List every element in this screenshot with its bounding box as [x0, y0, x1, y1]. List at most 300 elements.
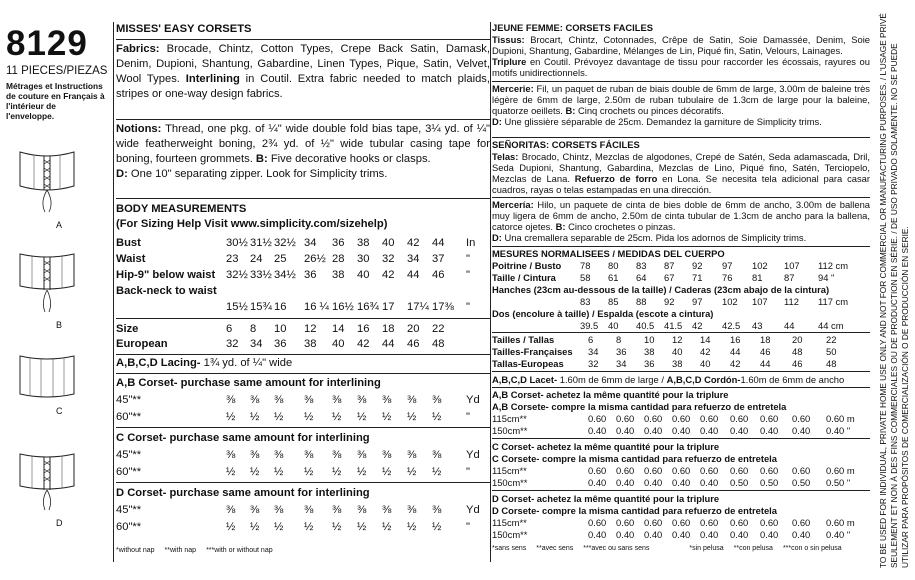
taille-value: 50	[826, 346, 837, 357]
corset-heading: A,B Corset- achetez la même quantité pour la triplure	[492, 389, 729, 400]
metrage-value: 0.60	[760, 413, 779, 424]
size-value: 12	[304, 323, 317, 335]
yardage-value: ½	[304, 466, 314, 478]
metrage-value: 0.60	[730, 413, 749, 424]
tissus-text: Tissus: Brocart, Chintz, Cotonnades, Crêpe de Satin, Soie Damassée, Denim, Soie Dupioni, Shantung, Gabardine, Mélanges de Lin, Piqué fin, Satin, Velours, Lainages. Triplure en Coutil. Prévoyez davantage de tissu pour raccorder les écossais, rayures ou motifs unidirectionnels.	[492, 34, 870, 78]
fabric-width: 45"**	[116, 449, 142, 461]
measurement-row	[116, 252, 490, 268]
unit: Yd	[466, 504, 480, 516]
yardage-row	[116, 410, 490, 427]
metrage-value: 0.60	[672, 413, 691, 424]
taille-value: 40	[672, 346, 683, 357]
yardage-value: ⅜	[332, 394, 342, 406]
yardage-value: ⅜	[382, 394, 392, 406]
taille-value: 40	[700, 358, 711, 369]
size-value: 16	[357, 323, 370, 335]
mesure-row	[492, 296, 870, 308]
metrage-value: 0.40	[792, 425, 811, 436]
metrage-value: 0.40	[700, 425, 719, 436]
size-value: 34	[250, 338, 263, 350]
yardage-value: ⅜	[332, 504, 342, 516]
size-value: 10	[274, 323, 287, 335]
yardage-value: ½	[274, 411, 284, 423]
corset-title	[492, 453, 870, 465]
divider	[492, 438, 870, 439]
metrage-value: 0.60	[588, 413, 607, 424]
taille-value: 38	[644, 346, 655, 357]
size-value: 6	[226, 323, 233, 335]
size-row	[116, 337, 490, 352]
lacet-text: A,B,C,D Lacet- 1.60m de 6mm de large / A,B,C,D Cordón-1.60m de 6mm de ancho	[492, 374, 845, 385]
measure-value: 31½	[250, 237, 272, 249]
merceria-text: Mercería: Hilo, un paquete de cinta de bies doble de 6mm de ancho, 3.00m de ballena muy ligera de 6mm de ancho, 2.50m de cinta tubular de 1.3cm de ancho para la ballena, catorce ojetes. B: Cinco crochetes o pinzas. D: Una cremallera separable de 25cm. Pida los adornos de Simplicity trims.	[492, 199, 870, 243]
metrage-value: 0.50	[792, 477, 811, 488]
taille-value: 12	[672, 334, 683, 345]
fabric-width: 150cm**	[492, 529, 528, 540]
fabric-width: 115cm**	[492, 413, 527, 424]
taille-value: 34	[588, 346, 599, 357]
metrage-value: 0.60	[730, 517, 749, 528]
size-value: 38	[304, 338, 317, 350]
measure-value: 38	[357, 237, 370, 249]
divider	[492, 81, 870, 82]
mesure-value: 87	[664, 260, 675, 271]
metrage-row	[492, 529, 870, 541]
taille-value: 22	[826, 334, 837, 345]
legend-item: *without nap	[116, 547, 155, 554]
yardage-value: ½	[382, 411, 392, 423]
view-label: B	[56, 320, 63, 330]
divider	[116, 482, 490, 483]
measure-value: 16	[274, 301, 287, 313]
notions-text: Notions: Thread, one pkg. of ¼" wide double fold bias tape, 3¼ yd. of ¼" wide featherweight boning, 2¾ yd. of ½" wide tubular casing tape for boning, fourteen grommets. B: Five decorative hooks or clasps. D: One 10" separating zipper. Look for Simplicity trims.	[116, 123, 490, 180]
mesure-value: 42.5	[722, 320, 741, 331]
yardage-value: ⅜	[407, 394, 417, 406]
measure-value: 28	[332, 253, 345, 265]
metrage-value: 0.40	[730, 529, 749, 540]
yardage-value: ½	[226, 411, 236, 423]
divider	[492, 371, 870, 372]
yardage-value: ½	[407, 466, 417, 478]
measure-value: 42	[382, 269, 395, 281]
yardage-value: ½	[304, 411, 314, 423]
corset-title	[492, 505, 870, 517]
corset-title	[492, 493, 870, 505]
metrage-value: 0.40 "	[826, 425, 851, 436]
mesure-value: 94 "	[818, 272, 835, 283]
metrage-value: 0.60	[588, 465, 607, 476]
pattern-number: 8129	[6, 24, 88, 63]
yardage-value: ½	[432, 521, 442, 533]
taille-value: 42	[730, 358, 741, 369]
metrage-value: 0.60	[792, 413, 811, 424]
size-value: 8	[250, 323, 257, 335]
measure-value: 15¾	[250, 301, 272, 313]
row-label: Poitrine / Busto	[492, 260, 562, 271]
mesure-value: 102	[752, 260, 768, 271]
yardage-value: ½	[332, 521, 342, 533]
measure-value: 42	[407, 237, 420, 249]
unit: "	[466, 411, 470, 423]
measure-value: 24	[250, 253, 263, 265]
measure-value: 30	[357, 253, 370, 265]
yardage-table	[116, 376, 490, 537]
metrage-value: 0.50	[730, 477, 749, 488]
yardage-value: ½	[250, 411, 260, 423]
mesures-table	[492, 260, 870, 332]
taille-row	[492, 334, 870, 346]
size-value: 36	[274, 338, 287, 350]
measure-value: 34½	[274, 269, 296, 281]
metrage-value: 0.60	[792, 517, 811, 528]
metrage-value: 0.40	[730, 425, 749, 436]
body-measurements-subtitle: (For Sizing Help Visit www.simplicity.com/sizehelp)	[116, 218, 388, 230]
mesure-value: 112	[784, 296, 799, 307]
mesure-value: 78	[580, 260, 591, 271]
unit: "	[466, 269, 470, 281]
row-label: Size	[116, 323, 139, 335]
yardage-value: ⅜	[407, 504, 417, 516]
spanish-title: SEÑORITAS: CORSETS FÁCILES	[492, 139, 640, 150]
taille-value: 10	[644, 334, 655, 345]
mesure-value: 85	[608, 296, 619, 307]
yardage-value: ⅜	[226, 394, 236, 406]
telas-text: Telas: Brocado, Chintz, Mezclas de algodones, Crepé de Satén, Seda adamascada, Dril, Seda Dupioni, Shantung, Gabardina, Mezclas de Lino, Piqué fino, Satén, Terciopelo, Mezclas de Lana. Refuerzo de forro en Lona. Se necesita tela adicional para casar cuadros, rayas o telas estampadas en una dirección.	[492, 151, 870, 195]
metrage-value: 0.40	[672, 425, 691, 436]
french-instructions-note: Métrages et Instructions de couture en Français à l'intérieur de l'enveloppe.	[6, 81, 105, 121]
measure-value: 16½	[332, 301, 354, 313]
legend-item: *sin pelusa	[689, 545, 724, 552]
yardage-value: ⅜	[357, 504, 367, 516]
yardage-value: ⅜	[304, 394, 314, 406]
french-title: JEUNE FEMME: CORSETS FACILES	[492, 22, 653, 33]
metrage-value: 0.40	[760, 529, 779, 540]
divider	[492, 387, 870, 388]
yardage-value: ⅜	[226, 504, 236, 516]
yardage-value: ½	[382, 521, 392, 533]
size-value: 18	[382, 323, 395, 335]
legend-item: ***con o sin pelusa	[782, 545, 842, 552]
taille-value: 48	[826, 358, 837, 369]
corset-heading: A,B Corsete- compre la misma cantidad para refuerzo de entretela	[492, 401, 787, 412]
mesure-value: 39.5	[580, 320, 599, 331]
row-label: Back-neck to waist	[116, 285, 217, 297]
size-value: 42	[357, 338, 370, 350]
unit: "	[466, 466, 470, 478]
metrage-value: 0.60	[644, 517, 663, 528]
metrage-table	[492, 389, 870, 541]
divider	[492, 137, 870, 138]
nap-legend	[116, 543, 490, 558]
yardage-value: ½	[407, 521, 417, 533]
metrage-value: 0.60	[760, 517, 779, 528]
mesure-value: 92	[692, 260, 703, 271]
yardage-row	[116, 465, 490, 482]
yardage-value: ⅜	[357, 394, 367, 406]
mesure-value: 80	[608, 260, 619, 271]
metrage-value: 0.60	[700, 517, 719, 528]
metrage-row	[492, 425, 870, 437]
measure-value: 36	[332, 237, 345, 249]
mesure-value: 44	[784, 320, 795, 331]
fabric-width: 60"**	[116, 521, 142, 533]
unit: Yd	[466, 394, 480, 406]
metrage-row	[492, 413, 870, 425]
measurement-row	[116, 300, 490, 316]
yardage-value: ⅜	[432, 394, 442, 406]
yardage-value: ½	[357, 411, 367, 423]
yardage-value: ⅜	[226, 449, 236, 461]
fabric-width: 150cm**	[492, 425, 528, 436]
corset-title	[116, 486, 490, 503]
yardage-value: ½	[250, 466, 260, 478]
fabrics-text: Fabrics: Brocade, Chintz, Cotton Types, Crepe Back Satin, Damask, Denim, Dupioni, Shantung, Gabardine, Linen Types, Pique, Satin, Velvet, Wool Types. Interlining in Coutil. Extra fabric needed to match plaids, stripes or one-way design fabrics.	[116, 43, 490, 100]
metrage-value: 0.40	[616, 477, 635, 488]
divider	[116, 373, 490, 374]
mesure-value: 107	[752, 296, 768, 307]
mesure-value: 71	[692, 272, 703, 283]
yardage-value: ⅜	[250, 449, 260, 461]
mesure-row	[492, 284, 870, 296]
metrage-value: 0.60	[700, 465, 719, 476]
mesure-value: 40.5	[636, 320, 655, 331]
measure-value: 34	[407, 253, 420, 265]
measure-value: 32½	[226, 269, 248, 281]
legend-item: *sans sens	[492, 545, 527, 552]
size-value: 44	[382, 338, 395, 350]
column-divider	[490, 22, 491, 562]
fabric-width: 45"**	[116, 504, 142, 516]
taille-value: 44	[730, 346, 741, 357]
metrage-value: 0.60 m	[826, 413, 855, 424]
yardage-value: ⅜	[304, 504, 314, 516]
mesure-value: 58	[580, 272, 591, 283]
yardage-value: ½	[304, 521, 314, 533]
corset-heading: C Corset- purchase same amount for interlining	[116, 432, 370, 444]
taille-value: 48	[792, 346, 803, 357]
measurement-row	[116, 236, 490, 252]
english-column	[116, 22, 490, 562]
row-label: Tailles-Françaises	[492, 346, 573, 357]
legend-item: **con pelusa	[733, 545, 773, 552]
measure-value: 33½	[250, 269, 272, 281]
metrage-value: 0.60	[644, 413, 663, 424]
mesure-value: 81	[752, 272, 763, 283]
yardage-value: ⅜	[304, 449, 314, 461]
row-label: Tailles / Tallas	[492, 334, 555, 345]
taille-value: 6	[588, 334, 594, 345]
metrage-value: 0.40	[792, 529, 811, 540]
taille-value: 38	[672, 358, 683, 369]
yardage-value: ½	[274, 521, 284, 533]
corset-heading: D Corset- purchase same amount for interlining	[116, 487, 370, 499]
pieces-count: 11 PIECES/PIEZAS	[6, 65, 108, 77]
yardage-value: ⅜	[432, 449, 442, 461]
legend-item: **avec sens	[536, 545, 574, 552]
divider	[116, 198, 490, 199]
divider	[116, 427, 490, 428]
measure-value: 26½	[304, 253, 326, 265]
mesure-row	[492, 272, 870, 284]
legend-item: ***avec ou sans sens	[583, 545, 650, 552]
mesure-value: 83	[636, 260, 647, 271]
mesure-value: 67	[664, 272, 675, 283]
yardage-value: ⅜	[432, 504, 442, 516]
yardage-value: ⅜	[274, 504, 284, 516]
size-value: 48	[432, 338, 445, 350]
taille-value: 18	[760, 334, 771, 345]
mesure-row	[492, 320, 870, 332]
corset-heading: C Corset- achetez la même quantité pour la triplure	[492, 441, 720, 452]
divider	[492, 332, 870, 333]
unit: In	[466, 237, 476, 249]
measure-value: 23	[226, 253, 239, 265]
taille-value: 20	[792, 334, 803, 345]
yardage-value: ⅜	[382, 449, 392, 461]
fabric-width: 60"**	[116, 466, 142, 478]
metrage-value: 0.50 "	[826, 477, 851, 488]
metrage-value: 0.40	[644, 529, 663, 540]
measure-value: 34	[304, 237, 317, 249]
mesure-value: 41.5	[664, 320, 683, 331]
metrage-value: 0.40 "	[826, 529, 851, 540]
mesure-value: 42	[692, 320, 703, 331]
view-label: A	[56, 220, 63, 230]
metrage-value: 0.60	[672, 517, 691, 528]
metrage-value: 0.40	[616, 529, 635, 540]
french-spanish-column	[492, 22, 870, 562]
yardage-value: ½	[432, 411, 442, 423]
measure-value: 36	[304, 269, 317, 281]
taille-value: 8	[616, 334, 622, 345]
divider	[492, 246, 870, 247]
taille-value: 44	[760, 358, 771, 369]
metrage-value: 0.60	[644, 465, 663, 476]
measure-value: 37	[432, 253, 445, 265]
metrage-value: 0.60	[616, 465, 635, 476]
metrage-value: 0.40	[616, 425, 635, 436]
yardage-row	[116, 448, 490, 465]
measure-value: 46	[432, 269, 445, 281]
size-row	[116, 322, 490, 337]
measure-value: 38	[332, 269, 345, 281]
metrage-value: 0.50	[760, 477, 779, 488]
divider	[116, 318, 490, 319]
left-column	[0, 0, 113, 580]
mesure-value: 64	[636, 272, 647, 283]
size-value: 20	[407, 323, 420, 335]
measurement-row	[116, 284, 490, 300]
yardage-value: ½	[407, 411, 417, 423]
size-table	[116, 322, 490, 352]
metrage-value: 0.40	[700, 529, 719, 540]
measure-value: 44	[432, 237, 445, 249]
mesure-row	[492, 308, 870, 320]
fabric-width: 45"**	[116, 394, 142, 406]
column-divider	[113, 22, 114, 562]
taille-value: 16	[730, 334, 741, 345]
yardage-value: ½	[357, 466, 367, 478]
fabric-width: 60"**	[116, 411, 142, 423]
row-label: Bust	[116, 237, 141, 249]
corset-view-d-illustration	[14, 448, 80, 518]
corset-heading: D Corset- achetez la même quantité pour la triplure	[492, 493, 720, 504]
yardage-value: ½	[250, 521, 260, 533]
metrage-value: 0.60	[730, 465, 749, 476]
size-value: 14	[332, 323, 345, 335]
yardage-value: ⅜	[250, 394, 260, 406]
metrage-value: 0.40	[588, 477, 607, 488]
mesure-value: 92	[664, 296, 675, 307]
divider	[492, 197, 870, 198]
corset-title	[492, 401, 870, 413]
fabric-width: 150cm**	[492, 477, 528, 488]
mesure-value: 43	[752, 320, 763, 331]
yardage-row	[116, 520, 490, 537]
divider	[116, 39, 490, 40]
row-label: Hanches (23cm au-dessous de la taille) / Caderas (23cm abajo de la cintura)	[492, 284, 830, 295]
lacing-text: A,B,C,D Lacing- 1¾ yd. of ¼" wide	[116, 357, 293, 369]
corset-view-b-illustration	[14, 248, 80, 322]
metrage-value: 0.60	[616, 517, 635, 528]
yardage-value: ⅜	[274, 394, 284, 406]
yardage-value: ⅜	[332, 449, 342, 461]
metrage-value: 0.60	[672, 465, 691, 476]
yardage-value: ½	[382, 466, 392, 478]
mesure-value: 112 cm	[818, 260, 849, 271]
mesure-value: 83	[580, 296, 591, 307]
unit: Yd	[466, 449, 480, 461]
mesure-value: 61	[608, 272, 619, 283]
mesure-value: 107	[784, 260, 800, 271]
mercerie-text: Mercerie: Fil, un paquet de ruban de biais double de 6mm de large, 3.00m de baleine très légère de 6mm de large, 2.50m de ruban tubulaire de 1.3cm de large pour la baleine, quatorze oeillets. B: Cinq crochets ou pinces décoratifs. D: Une glissière séparable de 25cm. Demandez la garniture de Simplicity trims.	[492, 83, 870, 127]
measure-value: 25	[274, 253, 287, 265]
yardage-value: ½	[226, 466, 236, 478]
yardage-value: ⅜	[382, 504, 392, 516]
corset-heading: C Corsete- compre la misma cantidad para refuerzo de entretela	[492, 453, 777, 464]
mesure-value: 44 cm	[818, 320, 844, 331]
mesure-value: 88	[636, 296, 647, 307]
measure-value: 32½	[274, 237, 296, 249]
corset-heading: A,B Corset- purchase same amount for interlining	[116, 377, 381, 389]
measure-value: 32	[382, 253, 395, 265]
corset-title	[116, 431, 490, 448]
metrage-value: 0.40	[644, 425, 663, 436]
row-label: Taille / Cintura	[492, 272, 556, 283]
row-label: European	[116, 338, 168, 350]
mesure-value: 97	[692, 296, 703, 307]
yardage-row	[116, 393, 490, 410]
usage-disclaimer: TO BE USED FOR INDIVIDUAL, PRIVATE HOME USE ONLY AND NOT FOR COMMERCIAL OR MANUFACTURING PURPOSES. / L'USAGE PRIVÉ SEULEMENT ET NON À DES FINS COMMERCIALES OU DE PRODUCTION EN SÉRIE. / DE USO PRIVADO SOLAMENTE. NO SE PUEDE UTILIZAR PARA PROPÓSITOS DE COMERCIALIZACIÓN O DE PRODUCCIÓN EN SERIE.	[878, 13, 910, 568]
measure-value: 16¾	[357, 301, 379, 313]
mesures-title: MESURES NORMALISEES / MEDIDAS DEL CUERPO	[492, 248, 725, 259]
yardage-value: ½	[332, 466, 342, 478]
taille-value: 32	[588, 358, 599, 369]
measure-value: 15½	[226, 301, 248, 313]
legend-item: ***with or without nap	[206, 547, 273, 554]
yardage-value: ⅜	[250, 504, 260, 516]
metrage-value: 0.60	[588, 517, 607, 528]
fabric-width: 115cm**	[492, 517, 527, 528]
yardage-value: ½	[274, 466, 284, 478]
taille-row	[492, 346, 870, 358]
view-label: D	[56, 518, 63, 528]
size-value: 40	[332, 338, 345, 350]
view-label: C	[56, 406, 63, 416]
unit: "	[466, 301, 470, 313]
yardage-value: ⅜	[357, 449, 367, 461]
legend-item: **with nap	[164, 547, 197, 554]
